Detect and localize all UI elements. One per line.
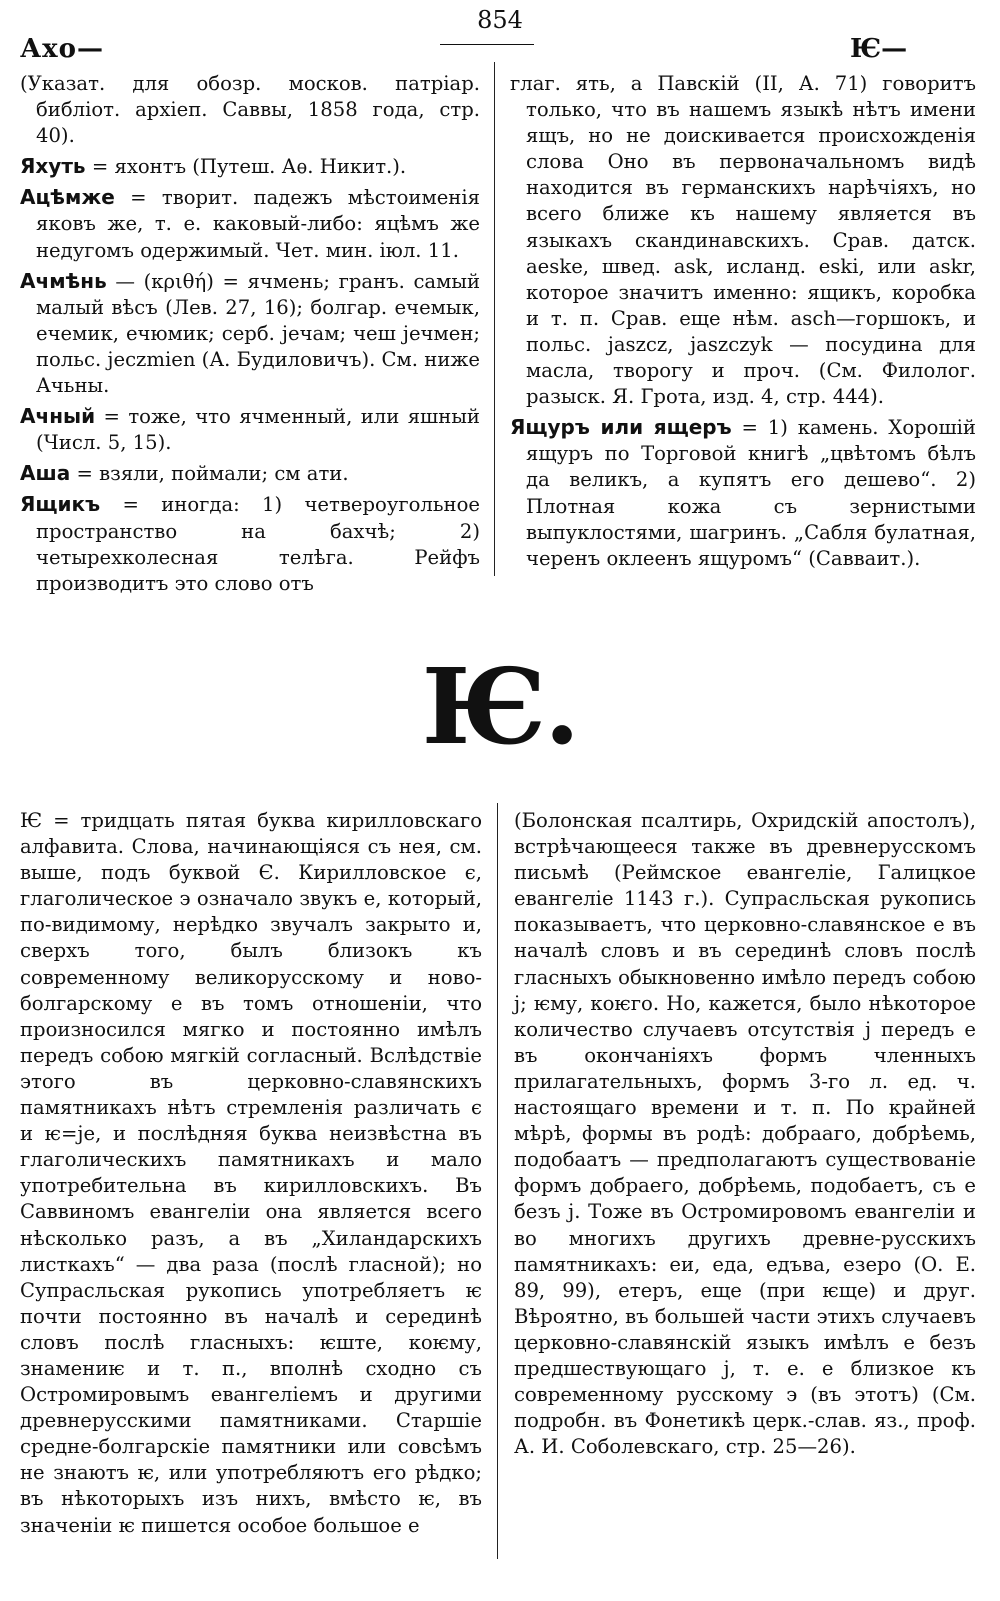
running-head-right: Ѥ— — [850, 34, 908, 64]
page-number-rule — [440, 44, 534, 45]
dictionary-entry — [20, 184, 480, 263]
entry-text: = иногда: 1) четвероугольное пространство на бахчѣ; 2) четырехколесная телѣга. Рейфъ производитъ это слово отъ — [36, 493, 480, 595]
dictionary-entry — [20, 268, 480, 399]
dictionary-entry — [20, 70, 480, 149]
bottom-right-column — [514, 808, 976, 1460]
entry-headword: Ачмѣнь — [20, 268, 107, 293]
entry-headword: Ачный — [20, 404, 96, 429]
page-number: 854 — [477, 6, 523, 34]
dictionary-entry — [20, 403, 480, 456]
entry-headword: Яхуть — [20, 154, 86, 179]
entry-text: (Указат. для обозр. москов. патріар. библіот. архіеп. Саввы, 1858 года, стр. 40). — [20, 72, 480, 148]
letter-article-part-1: Ѥ = тридцать пятая буква кирилловскаго алфавита. Слова, начинающіяся съ нея, см. выше, подъ буквой Є. Кирилловское є, глаголическое э означало звукъ е, который, по-видимому, нерѣдко звучалъ закрыто и, сверхъ того, былъ близокъ къ современному великорусскому и ново-болгарскому е въ томъ отношеніи, что произносился мягко и постоянно имѣлъ передъ собою мягкій согласный. Вслѣдствіе этого въ церковно-славянскихъ памятникахъ нѣтъ стремленія различать є и ѥ=je, и послѣдняя буква неизвѣстна въ глаголическихъ памятникахъ и мало употребительна въ кирилловскихъ. Въ Саввиномъ евангеліи она является всего нѣсколько разъ, а въ „Хиландарскихъ листкахъ“ — два раза (послѣ гласной); но Супрасльская рукопись употребляетъ ѥ почти постоянно въ началѣ и серединѣ словъ послѣ гласныхъ: ѥште, коѥму, знамениѥ и т. п., вполнѣ сходно съ Остромировымъ евангеліемъ и другими древнерусскими памятниками. Старшіе средне-болгарскіе памятники или совсѣмъ не знаютъ ѥ, или употребляютъ его рѣдко; въ нѣкоторыхъ изъ нихъ, вмѣсто ѥ, въ значеніи ѥ пишется особое большое е — [20, 809, 482, 1537]
entry-text: = тоже, что ячменный, или яшный (Числ. 5, 15). — [36, 405, 480, 455]
entry-text: = творит. падежъ мѣстоименія яковъ же, т. е. каковый-либо: яцѣмъ же недугомъ одержимый. Чет. мин. іюл. 11. — [36, 186, 480, 262]
entry-headword: Ящуръ или ящеръ — [510, 415, 732, 440]
entry-text: = яхонтъ (Путеш. Аѳ. Никит.). — [91, 155, 407, 179]
dictionary-entry — [20, 460, 480, 487]
bottom-left-column — [20, 808, 482, 1539]
entry-headword: Ацѣмже — [20, 185, 115, 210]
entry-headword: Аша — [20, 461, 71, 486]
section-letter-heading: Ѥ. — [421, 645, 579, 768]
top-left-column — [20, 70, 480, 601]
dictionary-entry — [20, 153, 480, 180]
page-header — [0, 0, 1000, 64]
top-right-column — [510, 70, 976, 576]
entry-text: глаг. ять, а Павскій (II, А. 71) говоритъ только, что въ нашемъ языкѣ нѣтъ имени ящъ, но не доискивается происхожденія слова Оно въ первоначальномъ видѣ находится въ германскихъ нарѣчіяхъ, но всего ближе къ нашему является въ языкахъ скандинавскихъ. Срав. датск. aeske, швед. ask, исланд. eski, или askr, которое значитъ именно: ящикъ, коробка и т. п. Срав. еще нѣм. asch—горшокъ, и польс. jaszcz, jaszczyk — посудина для масла, творогу и проч. (См. Филолог. разыск. Я. Грота, изд. 4, стр. 444). — [510, 72, 976, 409]
entry-text: — (κριθή) = ячмень; гранъ. самый малый вѣсъ (Лев. 27, 16); болгар. ечемык, ечемик, ечюмик; серб. јечам; чеш јечмен; польс. jeczmien (А. Будиловичъ). См. ниже Ачьны. — [36, 269, 480, 398]
dictionary-entry — [20, 491, 480, 596]
column-divider-top — [494, 62, 495, 576]
entry-text: = 1) камень. Хорошій ящуръ по Торговой книгѣ „цвѣтомъ бѣлъ да великъ, а купятъ его дешево“. 2) Плотная кожа съ зернистыми выпуклостями, шагринъ. „Сабля булатная, черенъ оклеенъ ящуромъ“ (Саввaит.). — [526, 416, 976, 570]
entry-headword: Ящикъ — [20, 492, 101, 517]
column-divider-bottom — [497, 803, 498, 1559]
letter-article-part-2: (Болонская псалтирь, Охридскій апостолъ), встрѣчающееся также въ древнерусскомъ письмѣ (Реймское евангеліе, Галицкое евангеліе 1143 г.). Супрасльская рукопись показываетъ, что церковно-славянское е въ началѣ словъ и въ серединѣ словъ послѣ гласныхъ обыкновенно имѣло передъ собою j; ѥму, коѥго. Но, кажется, было нѣкоторое количество случаевъ отсутствія j передъ е въ окончаніяхъ формъ членныхъ прилагательныхъ, формъ 3-го л. ед. ч. настоящаго времени и т. п. По крайней мѣрѣ, формы въ родѣ: добрааго, добрѣемь, подобаатъ — предполагаютъ существованіе формъ добраего, добрѣемь, подобаетъ, съ е безъ j. Тоже въ Остромировомъ евангеліи и во многихъ другихъ древне-русскихъ памятникахъ: еи, еда, едъва, езеро (О. Е. 89, 99), етеръ, еще (при ѥще) и друг. Вѣроятно, въ большей части этихъ случаевъ церковно-славянскій языкъ имѣлъ е безъ предшествующаго j, т. е. е близкое къ современному русскому э (въ этотъ) (См. подробн. въ Фонетикѣ церк.-слав. яз., проф. А. И. Соболевскаго, стр. 25—26). — [514, 809, 976, 1459]
entry-text: = взяли, поймали; см ати. — [76, 462, 349, 486]
dictionary-entry — [510, 70, 976, 410]
dictionary-entry — [510, 414, 976, 572]
running-head-left: Ахо— — [20, 34, 105, 64]
